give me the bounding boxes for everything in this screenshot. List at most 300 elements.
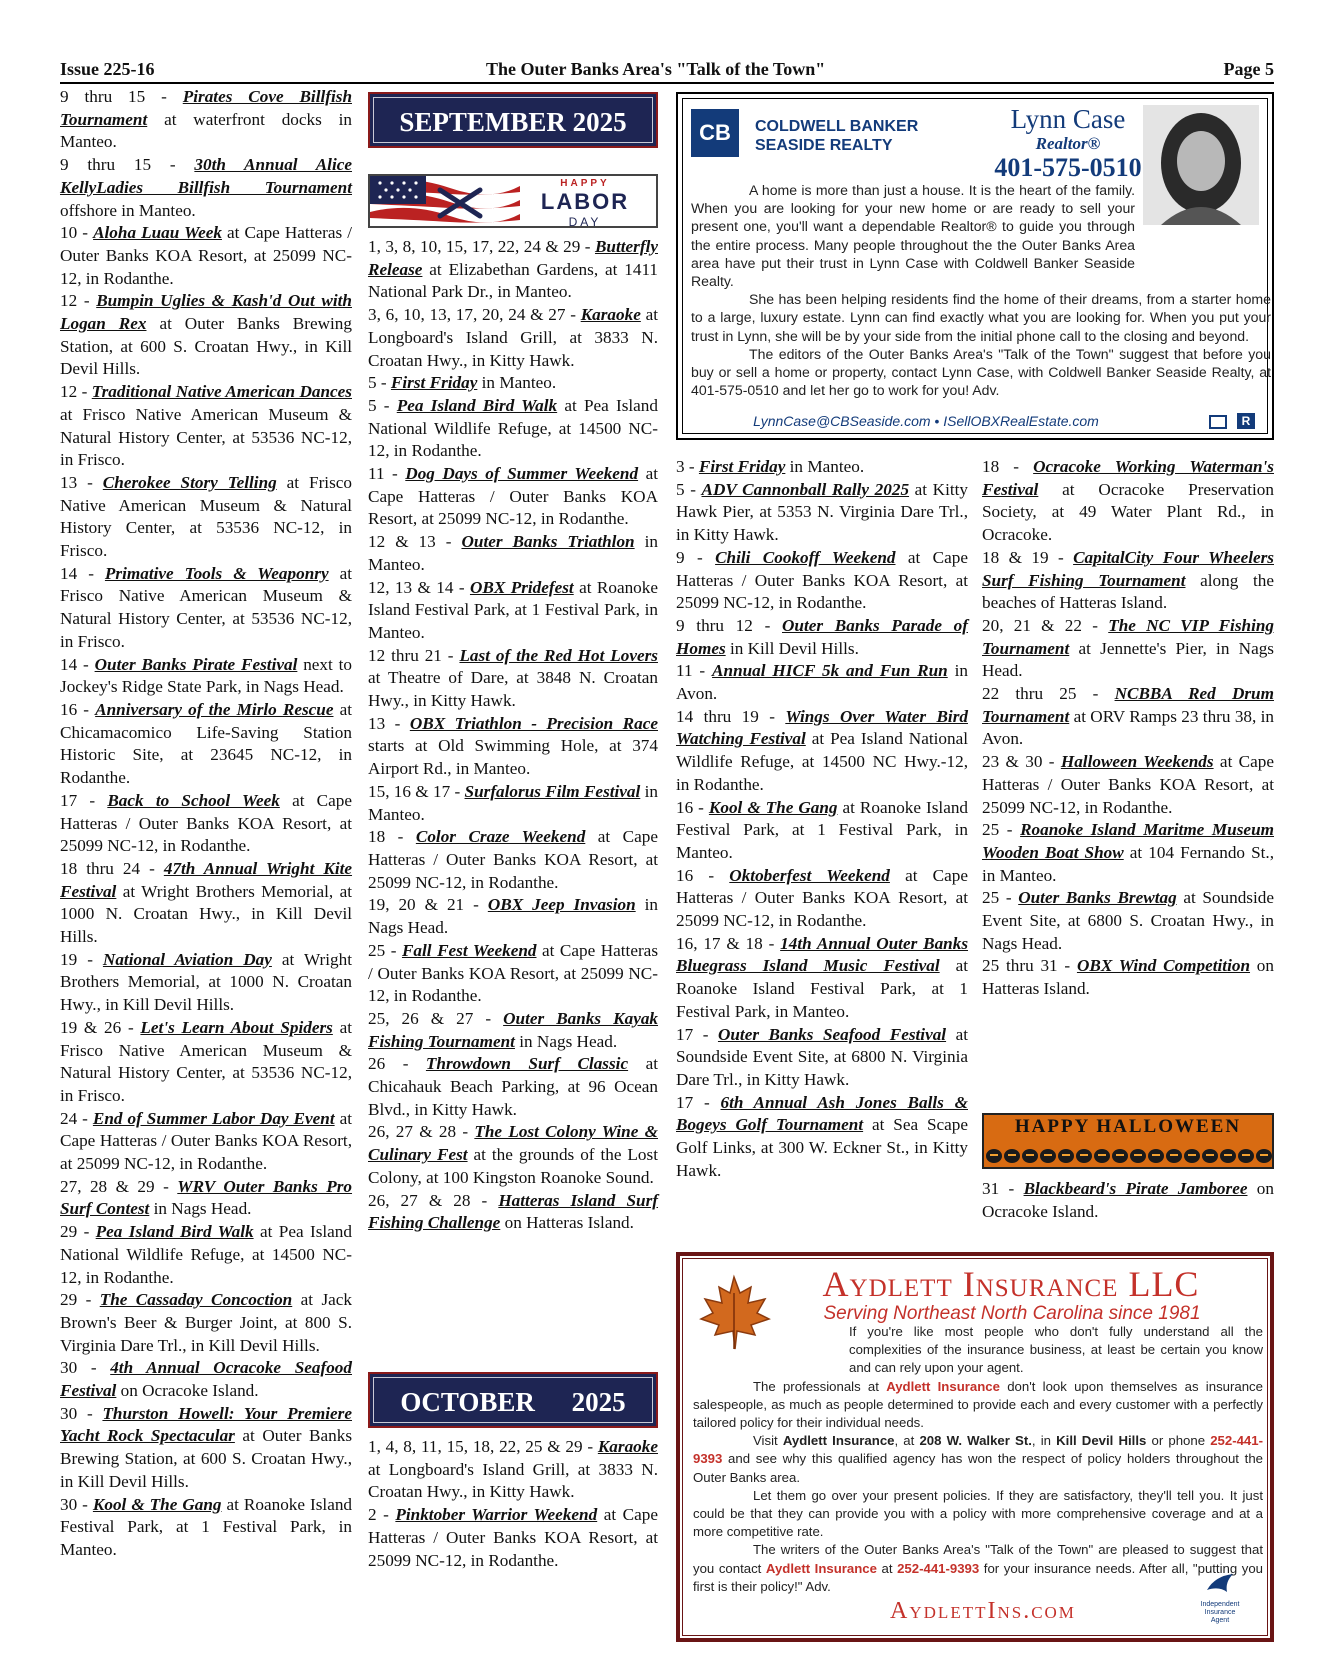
event-details: at 104 Fernando St., in Manteo.	[982, 842, 1275, 885]
event-item	[60, 381, 352, 472]
equal-housing-icon	[1209, 415, 1227, 429]
cb-para-2: She has been helping residents find the home of their dreams, from a starter home to a large, luxury estate. Lynn can find exactly what you are looking for. When you put your trust in Lynn, she will be by your side from the initial phone call to the closing and beyond.	[691, 291, 1271, 344]
event-details: in Nags Head.	[149, 1199, 252, 1219]
event-details: at Pea Island National Wildlife Refuge, at 14500 NC-12, in Rodanthe.	[368, 395, 658, 461]
ay-p5-phone: 252-441-9393	[897, 1560, 980, 1576]
event-item	[60, 1017, 352, 1108]
event-details: in Manteo.	[368, 532, 658, 574]
ay-p3-e: and see why this qualified agency has won the respect of policy holders throughout the Outer Banks area.	[693, 1451, 1263, 1485]
pumpkin-face	[1206, 1154, 1214, 1156]
ay-p5-name: Aydlett Insurance	[765, 1560, 877, 1576]
event-item	[60, 1221, 352, 1289]
cb-para-1: A home is more than just a house. It is the heart of the family. When you are looking for your new home or are ready to sell your present one, you'll want a dependable Realtor® to guide you through the entire process. Many people throughout the the Outer Banks Area area have put their trust in Lynn Case with Coldwell Banker Seaside Realty.	[691, 182, 1135, 290]
event-details: in Manteo.	[477, 373, 557, 393]
event-details: in Manteo.	[368, 781, 658, 824]
event-details: on Hatteras Island.	[982, 956, 1274, 999]
event-item	[60, 654, 352, 699]
ay-p3-phone: 252-441-9393	[693, 1433, 1263, 1467]
event-title: Kool & The Gang	[92, 1494, 222, 1514]
event-title: Halloween Weekends	[1060, 752, 1214, 772]
events-column-october-final	[982, 1178, 1274, 1223]
pumpkin-face	[1188, 1154, 1196, 1156]
event-details: at Kitty Hawk Pier, at 5353 N. Virginia Dare Trl., in Kitty Hawk.	[676, 479, 968, 545]
event-details: at Soundside Event Site, at 6800 N. Virginia Dare Trl., in Kitty Hawk.	[676, 1024, 968, 1089]
flag-icon	[370, 176, 520, 226]
pumpkin-face	[1134, 1154, 1142, 1156]
ay-p3-town: Kill Devil Hills	[1056, 1433, 1147, 1449]
event-details: in Nags Head.	[368, 895, 658, 938]
event-date: 14 -	[60, 563, 105, 583]
event-title: Blackbeard's Pirate Jamboree	[1023, 1179, 1248, 1198]
event-date: 3, 6, 10, 13, 17, 20, 24 & 27 -	[368, 305, 581, 325]
event-title: First Friday	[390, 373, 478, 393]
event-item	[60, 563, 352, 654]
event-date: 19 & 26 -	[60, 1017, 141, 1037]
event-item	[982, 887, 1274, 955]
event-title: Color Craze Weekend	[415, 827, 586, 847]
publication-title: The Outer Banks Area's "Talk of the Town"	[486, 59, 826, 79]
event-date: 16, 17 & 18 -	[676, 933, 781, 953]
event-item	[60, 1108, 352, 1176]
event-date: 12, 13 & 14 -	[368, 577, 470, 597]
event-date: 3 -	[676, 457, 699, 476]
event-date: 27, 28 & 29 -	[60, 1176, 178, 1196]
pumpkin-face	[1008, 1154, 1016, 1156]
event-details: at Cape Hatteras / Outer Banks KOA Resort, at 25099 NC-12, in Rodanthe.	[982, 752, 1274, 817]
event-title: Anniversary of the Mirlo Rescue	[95, 699, 334, 719]
event-date: 1, 3, 8, 10, 15, 17, 22, 24 & 29 -	[368, 237, 595, 256]
event-details: at Roanoke Island Festival Park, at 1 Festival Park, in Manteo.	[368, 577, 659, 642]
event-date: 31 -	[982, 1179, 1024, 1198]
event-date: 11 -	[368, 464, 406, 484]
event-title: Primative Tools & Weaponry	[104, 563, 329, 583]
event-item	[368, 372, 658, 395]
event-date: 22 thru 25 -	[982, 684, 1115, 704]
labor-day-word: DAY	[568, 215, 602, 228]
event-item	[60, 1357, 352, 1402]
event-title: Let's Learn About Spiders	[140, 1017, 333, 1037]
event-title: Traditional Native American Dances	[91, 382, 352, 402]
event-title: Fall Fest Weekend	[401, 940, 537, 960]
ay-p3-a: Visit	[753, 1433, 783, 1449]
event-item	[368, 531, 658, 576]
event-item	[60, 154, 352, 222]
event-title: Outer Banks Seafood Festival	[717, 1024, 947, 1044]
halloween-banner	[982, 1113, 1274, 1169]
event-date: 2 -	[368, 1505, 396, 1525]
event-item	[676, 456, 968, 479]
cb-logo-icon: CB	[691, 109, 739, 157]
pumpkin-face	[1152, 1154, 1160, 1156]
event-details: at waterfront docks in Manteo.	[60, 109, 352, 152]
event-title: Pea Island Bird Walk	[396, 395, 558, 415]
event-title: First Friday	[698, 457, 786, 476]
agent-phone: 401-575-0510	[994, 153, 1142, 182]
event-item	[982, 819, 1274, 887]
event-date: 18 thru 24 -	[60, 858, 164, 878]
cb-brand-line1: COLDWELL BANKER	[755, 118, 919, 135]
event-details: at Frisco Native American Museum & Natural History Center, at 53536 NC-12, in Frisco.	[60, 563, 353, 651]
event-date: 5 -	[368, 373, 391, 393]
aydlett-body	[693, 1323, 1263, 1596]
event-item	[368, 1436, 658, 1504]
event-details: on Hatteras Island.	[500, 1213, 634, 1233]
event-title: Pirates Cove Billfish Tournament	[60, 87, 352, 129]
event-title: 6th Annual Ash Jones Balls & Bogeys Golf Tournament	[676, 1092, 968, 1135]
event-details: in Nags Head.	[514, 1031, 618, 1051]
event-date: 15, 16 & 17 -	[368, 781, 465, 801]
event-title: Wings Over Water Bird Watching Festival	[676, 706, 968, 749]
event-item	[676, 1024, 968, 1092]
event-item	[676, 660, 968, 705]
event-date: 30 -	[60, 1358, 111, 1378]
cb-para-3: The editors of the Outer Banks Area's "Talk of the Town" suggest that before you buy or sell a home or property, contact Lynn Case, with Coldwell Banker Seaside Realty, at 401-575-0510 and let her go to work for you! Adv.	[691, 345, 1271, 399]
event-details: at Chicahauk Beach Parking, at 96 Ocean Blvd., in Kitty Hawk.	[368, 1054, 658, 1119]
event-item	[368, 1053, 658, 1121]
pumpkin-face	[1026, 1154, 1034, 1156]
cb-contact-footer: LynnCase@CBSeaside.com • ISellOBXRealEstate.com	[753, 413, 1099, 429]
event-title: Bumpin Uglies & Kash'd Out with Logan Rex	[60, 291, 352, 334]
pumpkin-face	[990, 1154, 998, 1156]
event-details: at Outer Banks Brewing Station, at 600 S. Croatan Hwy., in Kill Devil Hills.	[60, 314, 352, 379]
event-title: End of Summer Labor Day Event	[92, 1108, 335, 1128]
event-title: 30th Annual Alice KellyLadies Billfish Tournament	[60, 155, 352, 197]
event-details: at Cape Hatteras / Outer Banks KOA Resort, at 25099 NC-12, in Rodanthe.	[676, 865, 968, 931]
aydlett-subtitle: Serving Northeast North Carolina since 1981	[823, 1303, 1201, 1324]
event-title: Pinktober Warrior Weekend	[395, 1505, 598, 1525]
event-details: at Frisco Native American Museum & Natural History Center, at 53536 NC-12, in Frisco.	[60, 1017, 353, 1105]
event-item	[368, 940, 658, 1008]
event-title: Hatteras Island Surf Fishing Challenge	[368, 1190, 658, 1233]
event-item	[676, 1092, 968, 1183]
event-date: 5 -	[368, 395, 397, 415]
event-details: at Longboard's Island Grill, at 3833 N. Croatan Hwy., in Kitty Hawk.	[368, 305, 658, 370]
event-date: 9 thru 12 -	[676, 615, 782, 635]
agent-name: Lynn Case	[1010, 104, 1126, 134]
event-item	[368, 826, 658, 894]
event-date: 19, 20 & 21 -	[368, 895, 488, 915]
event-item	[676, 933, 968, 1024]
event-title: Outer Banks Kayak Fishing Tournament	[368, 1008, 659, 1051]
event-details: at Cape Hatteras / Outer Banks KOA Resort, at 25099 NC-12, in Rodanthe.	[368, 1505, 658, 1570]
event-date: 24 -	[60, 1108, 93, 1128]
event-date: 14 -	[60, 654, 95, 674]
event-item	[60, 858, 352, 949]
pumpkin-face	[1044, 1154, 1052, 1156]
event-date: 25 thru 31 -	[982, 956, 1077, 976]
event-title: Butterfly Release	[368, 237, 658, 279]
event-date: 17 -	[676, 1024, 718, 1044]
pumpkin-face	[1098, 1154, 1106, 1156]
event-details: offshore in Manteo.	[60, 200, 196, 220]
event-title: The Cassaday Concoction	[99, 1290, 293, 1310]
pumpkin-face	[1260, 1154, 1268, 1156]
event-item	[368, 395, 658, 463]
event-date: 16 -	[676, 797, 709, 817]
event-date: 25, 26 & 27 -	[368, 1008, 504, 1028]
event-item	[368, 781, 658, 826]
event-details: at Soundside Event Site, at 6800 S. Croatan Hwy., in Nags Head.	[982, 888, 1274, 953]
pumpkin-face	[1116, 1154, 1124, 1156]
event-details: at Jack Brown's Beer & Burger Joint, at 800 S. Virginia Dare Trl., in Kill Devil Hills.	[60, 1290, 352, 1355]
event-title: The Lost Colony Wine & Culinary Fest	[368, 1122, 658, 1165]
event-title: Throwdown Surf Classic	[425, 1054, 629, 1074]
event-date: 13 -	[60, 472, 103, 492]
event-date: 18 -	[368, 827, 416, 847]
ay-p3-d: or phone	[1146, 1433, 1211, 1449]
event-details: starts at Old Swimming Hole, at 374 Airport Rd., in Manteo.	[368, 736, 658, 779]
event-title: NCBBA Red Drum Tournament	[982, 684, 1274, 726]
ay-p2-text: The professionals at	[753, 1378, 887, 1394]
aydlett-insurance-ad	[676, 1252, 1274, 1642]
event-title: Oktoberfest Weekend	[729, 865, 890, 885]
event-details: next to Jockey's Ridge State Park, in Nags Head.	[60, 654, 352, 697]
event-item	[676, 797, 968, 865]
event-title: WRV Outer Banks Pro Surf Contest	[60, 1176, 353, 1219]
event-item	[982, 1178, 1274, 1223]
labor-happy: HAPPY	[560, 178, 610, 189]
event-date: 9 thru 15 -	[60, 87, 183, 106]
event-item	[982, 615, 1274, 683]
event-details: at Ocracoke Preservation Society, at 49 Water Plant Rd., in Ocracoke.	[982, 479, 1274, 545]
event-item	[982, 683, 1274, 751]
ay-p5-c: for your insurance needs. After all, "putting you first is their policy!" Adv.	[693, 1560, 1264, 1594]
event-date: 12 & 13 -	[368, 532, 462, 552]
event-item	[60, 290, 352, 381]
event-item	[60, 472, 352, 563]
ay-p2-name: Aydlett Insurance	[886, 1378, 1000, 1394]
event-details: at Roanoke Island Festival Park, at 1 Festival Park, in Manteo.	[676, 797, 969, 862]
event-date: 17 -	[676, 1092, 721, 1112]
event-item	[676, 547, 968, 615]
event-title: The NC VIP Fishing Tournament	[982, 615, 1274, 658]
event-item	[60, 86, 352, 154]
page-header	[60, 58, 1274, 84]
event-details: at Pea Island National Wildlife Refuge, at 14500 NC-12, in Rodanthe.	[60, 1222, 352, 1287]
event-details: at Cape Hatteras / Outer Banks KOA Resort, at 25099 NC-12, in Rodanthe.	[60, 223, 352, 288]
event-title: 47th Annual Wright Kite Festival	[60, 858, 353, 901]
event-title: Thurston Howell: Your Premiere Yacht Rock Spectacular	[60, 1403, 352, 1446]
events-column-august	[60, 86, 352, 1562]
event-details: at Wright Brothers Memorial, at 1000 N. Croatan Hwy., in Kill Devil Hills.	[60, 881, 352, 947]
event-title: Outer Banks Pirate Festival	[94, 654, 298, 674]
event-details: at Cape Hatteras / Outer Banks KOA Resort, at 25099 NC-12, in Rodanthe.	[368, 464, 658, 529]
eagle-icon	[1205, 1572, 1235, 1598]
independent-agent-badge	[1193, 1572, 1247, 1625]
event-details: at Jennette's Pier, in Nags Head.	[982, 638, 1274, 681]
event-details: at Cape Hatteras / Outer Banks KOA Resort, at 25099 NC-12, in Rodanthe.	[676, 547, 968, 613]
event-item	[60, 1176, 352, 1221]
event-item	[368, 713, 658, 781]
event-date: 25 -	[982, 820, 1021, 840]
event-title: Karaoke	[597, 1437, 658, 1456]
event-item	[368, 1008, 658, 1053]
event-details: at Cape Hatteras / Outer Banks KOA Resort, at 25099 NC-12, in Rodanthe.	[60, 790, 352, 856]
event-title: Annual HICF 5k and Fun Run	[712, 661, 948, 681]
event-details: at Wright Brothers Memorial, at 1000 N. Croatan Hwy., in Kill Devil Hills.	[60, 949, 352, 1015]
ay-p5-a: The writers of the Outer Banks Area's "Talk of the Town" are pleased to suggest that you contact	[693, 1542, 1263, 1576]
event-details: at Cape Hatteras / Outer Banks KOA Resort, at 25099 NC-12, in Rodanthe.	[368, 940, 659, 1006]
event-details: along the beaches of Hatteras Island.	[982, 570, 1274, 613]
event-date: 16 -	[60, 699, 96, 719]
issue-number: Issue 225-16	[60, 59, 155, 79]
events-column-september	[368, 236, 658, 1235]
event-date: 13 -	[368, 713, 410, 733]
event-item	[368, 1190, 658, 1235]
ay-para-4: Let them go over your present policies. If they are satisfactory, they'll tell you. It just could be that they can provide you with a policy with more comprehensive coverage and at a more competitive rate.	[693, 1487, 1263, 1540]
event-title: 4th Annual Ocracoke Seafood Festival	[60, 1358, 352, 1401]
event-details: at Pea Island National Wildlife Refuge, at 14500 NC Hwy.-12, in Rodanthe.	[676, 729, 968, 794]
ay-p3-c: , in	[1031, 1433, 1057, 1449]
event-item	[368, 1121, 658, 1189]
event-title: Surfalorus Film Festival	[464, 781, 641, 801]
event-item	[60, 949, 352, 1017]
event-title: Outer Banks Brewtag	[1018, 888, 1177, 908]
ay-para-3	[693, 1432, 1263, 1487]
event-details: at Cape Hatteras / Outer Banks KOA Resort, at 25099 NC-12, in Rodanthe.	[368, 827, 658, 892]
event-details: in Kill Devil Hills.	[725, 638, 859, 658]
event-item	[60, 1289, 352, 1357]
event-date: 25 -	[368, 940, 402, 960]
agent-block	[973, 104, 1163, 183]
october-heading: OCTOBER 2025	[368, 1372, 658, 1428]
event-details: at the grounds of the Lost Colony, at 100 Kingston Roanoke Sound.	[368, 1145, 658, 1187]
event-item	[60, 1494, 352, 1562]
event-date: 16 -	[676, 865, 730, 885]
event-date: 25 -	[982, 888, 1019, 908]
event-details: at Sea Scape Golf Links, at 300 W. Eckner St., in Kitty Hawk.	[676, 1115, 968, 1180]
event-date: 12 -	[60, 291, 97, 311]
event-item	[982, 547, 1274, 615]
event-item	[982, 456, 1274, 547]
events-column-october-end	[982, 456, 1274, 1001]
page-number: Page 5	[1223, 59, 1274, 79]
badge-line1: Independent	[1200, 1601, 1240, 1608]
event-date: 18 & 19 -	[982, 547, 1074, 567]
event-item	[60, 1403, 352, 1494]
event-item	[60, 699, 352, 790]
event-title: CapitalCity Four Wheelers Surf Fishing Tournament	[982, 547, 1274, 590]
event-date: 9 -	[676, 547, 716, 567]
event-date: 26 -	[368, 1054, 426, 1074]
event-item	[982, 751, 1274, 819]
event-date: 18 -	[982, 457, 1034, 476]
cb-brand-line2: SEASIDE REALTY	[755, 137, 893, 154]
ay-p3-b: , at	[894, 1433, 920, 1449]
event-title: Outer Banks Parade of Homes	[676, 615, 968, 658]
event-item	[368, 236, 658, 304]
ay-para-5	[693, 1541, 1263, 1596]
event-date: 26, 27 & 28 -	[368, 1122, 475, 1142]
pumpkin-face	[1242, 1154, 1250, 1156]
event-details: at Roanoke Island Festival Park, at 1 Festival Park, in Manteo.	[60, 1494, 353, 1559]
event-title: Aloha Luau Week	[93, 223, 222, 243]
event-title: Outer Banks Triathlon	[461, 532, 635, 552]
event-date: 5 -	[676, 479, 702, 499]
event-item	[60, 222, 352, 290]
event-date: 12 -	[60, 382, 92, 402]
event-details: at Frisco Native American Museum & Natural History Center, at 53536 NC-12, in Frisco.	[60, 404, 352, 470]
event-item	[368, 894, 658, 939]
pumpkins-icon	[984, 1141, 1272, 1167]
event-item	[368, 577, 658, 645]
event-title: ADV Cannonball Rally 2025	[701, 479, 910, 499]
coldwell-banker-ad	[676, 92, 1274, 440]
event-details: at Outer Banks Brewing Station, at 600 S. Croatan Hwy., in Kill Devil Hills.	[60, 1426, 353, 1491]
event-details: in Avon.	[676, 661, 968, 704]
event-details: at Cape Hatteras / Outer Banks KOA Resort, at 25099 NC-12, in Rodanthe.	[60, 1108, 353, 1174]
event-title: OBX Jeep Invasion	[487, 895, 636, 915]
event-item	[368, 463, 658, 531]
event-item	[368, 1504, 658, 1572]
event-title: Ocracoke Working Waterman's Festival	[982, 457, 1274, 499]
event-item	[676, 706, 968, 797]
event-item	[368, 304, 658, 372]
event-date: 29 -	[60, 1222, 96, 1242]
labor-word: LABOR	[540, 189, 630, 214]
halloween-text: HAPPY HALLOWEEN	[1014, 1116, 1242, 1137]
event-item	[676, 865, 968, 933]
event-date: 19 -	[60, 949, 103, 969]
event-date: 17 -	[60, 790, 108, 810]
pumpkin-face	[1170, 1154, 1178, 1156]
event-title: Kool & The Gang	[708, 797, 838, 817]
ay-para-2	[693, 1378, 1263, 1433]
realtor-logo-icon: R	[1237, 413, 1255, 429]
event-details: at ORV Ramps 23 thru 38, in Avon.	[982, 706, 1274, 749]
event-date: 9 thru 15 -	[60, 155, 195, 175]
event-item	[368, 645, 658, 713]
ay-p3-name: Aydlett Insurance	[782, 1433, 895, 1449]
event-details: at Longboard's Island Grill, at 3833 N. Croatan Hwy., in Kitty Hawk.	[368, 1459, 658, 1502]
ay-p5-b: at	[876, 1560, 898, 1576]
event-date: 30 -	[60, 1494, 93, 1514]
event-details: on Ocracoke Island.	[116, 1381, 259, 1401]
badge-line3: Agent	[1210, 1617, 1230, 1624]
event-title: Dog Days of Summer Weekend	[405, 464, 639, 484]
labor-day-banner	[368, 174, 658, 228]
event-details: on Ocracoke Island.	[982, 1179, 1274, 1221]
events-column-october-start	[368, 1436, 658, 1572]
september-heading: SEPTEMBER 2025	[368, 92, 658, 148]
event-details: at Elizabethan Gardens, at 1411 National Park Dr., in Manteo.	[368, 259, 658, 302]
event-date: 1, 4, 8, 11, 15, 18, 22, 25 & 29 -	[368, 1437, 598, 1456]
event-details: at Theatre of Dare, at 3848 N. Croatan Hwy., in Kitty Hawk.	[368, 668, 658, 711]
event-date: 30 -	[60, 1403, 103, 1423]
event-date: 23 & 30 -	[982, 752, 1061, 772]
event-date: 11 -	[676, 661, 713, 681]
event-details: in Manteo.	[785, 457, 865, 476]
event-title: Last of the Red Hot Lovers	[459, 645, 658, 665]
pumpkin-face	[1080, 1154, 1088, 1156]
event-title: National Aviation Day	[102, 949, 272, 969]
event-details: at Roanoke Island Festival Park, at 1 Festival Park, in Manteo.	[676, 956, 968, 1021]
pumpkin-face	[1224, 1154, 1232, 1156]
badge-line2: Insurance	[1204, 1609, 1236, 1616]
pumpkin-face	[1062, 1154, 1070, 1156]
event-title: Back to School Week	[107, 790, 280, 810]
event-date: 14 thru 19 -	[676, 706, 786, 726]
event-details: at Chicamacomico Life-Saving Station Historic Site, at 23645 NC-12, in Rodanthe.	[60, 699, 352, 788]
event-date: 10 -	[60, 223, 94, 243]
event-date: 29 -	[60, 1290, 100, 1310]
event-title: Pea Island Bird Walk	[95, 1222, 254, 1242]
event-title: OBX Triathlon - Precision Race	[409, 713, 658, 733]
cb-brand	[755, 117, 918, 155]
events-column-october-mid	[676, 456, 968, 1183]
event-date: 20, 21 & 22 -	[982, 615, 1109, 635]
event-title: 14th Annual Outer Banks Bluegrass Island Music Festival	[676, 933, 969, 976]
